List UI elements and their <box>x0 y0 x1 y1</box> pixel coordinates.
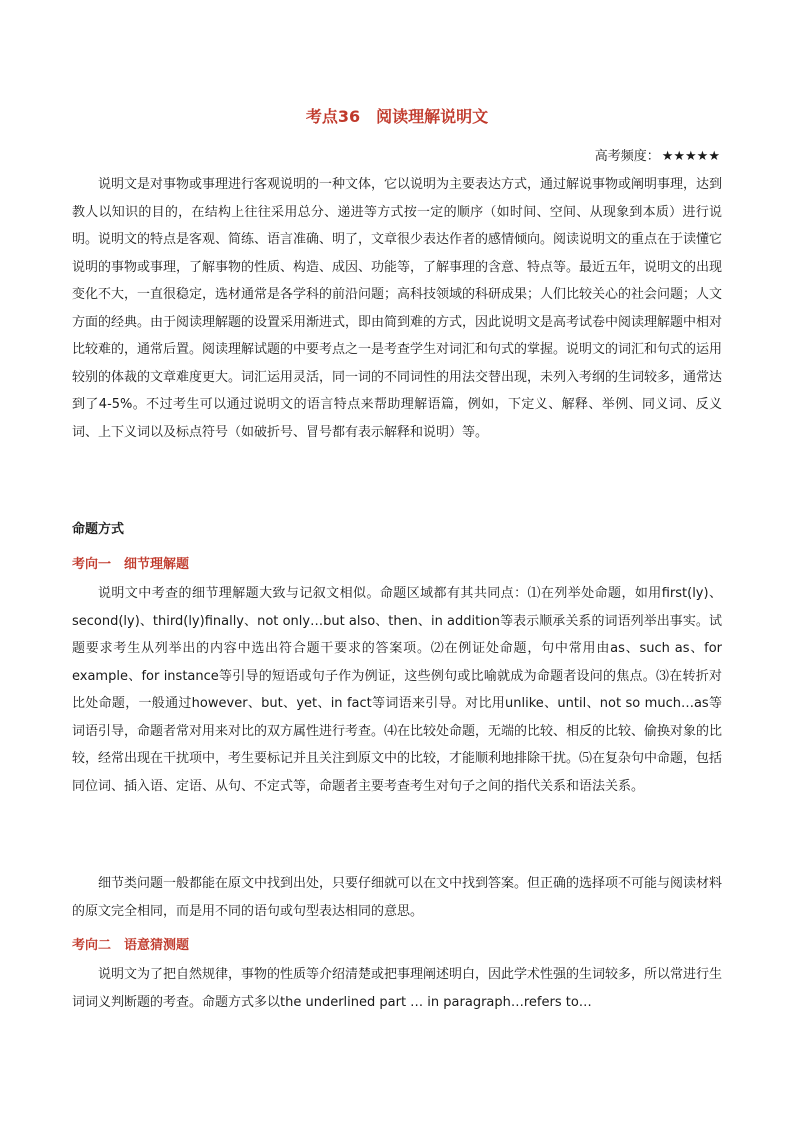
frequency-label: 高考频度： <box>594 149 660 164</box>
page-title: 考点36 阅读理解说明文 <box>305 107 489 126</box>
q1-heading: 考向一 细节理解题 <box>72 557 190 572</box>
q1-paragraph <box>72 580 722 800</box>
q2-paragraph <box>72 961 722 1016</box>
frequency-stars: ★★★★★ <box>661 149 720 164</box>
q2-text: 说明文为了把自然规律，事物的性质等介绍清楚或把事理阐述明白，因此学术性强的生词较多，所以常进行生词词义判断题的考查。命题方式多以the underlined part … in paragraph…refers to… <box>72 967 723 1010</box>
q1-note-paragraph <box>72 870 722 925</box>
exam-frequency <box>595 145 720 164</box>
q1-text: 说明文中考查的细节理解题大致与记叙文相似。命题区域都有其共同点：⑴在列举处命题，如用first(ly)、second(ly)、third(ly)finally、not only…but also、then、in addition等表示顺承关系的词语列举出事实。试题要求考生从列举出的内容中选出符合题干要求的答案项。⑵在例证处命题，句中常用由as、such as、for example、for instance等引导的短语或句子作为例证，这些例句或比喻就成为命题者设问的焦点。⑶在转折对比处命题，一般通过however、but、yet、in fact等词语来引导。对比用unlike、until、not so much…as等词语引导，命题者常对用来对比的双方属性进行考查。⑷在比较处命题，无端的比较、相反的比较、偷换对象的比较，经常出现在干扰项中，考生要标记并且关注到原文中的比较，才能顺利地排除干扰。⑸在复杂句中命题，包括同位词、插入语、定语、从句、不定式等，命题者主要考查考生对句子之间的指代关系和语法关系。 <box>72 586 723 794</box>
intro-text: 说明文是对事物或事理进行客观说明的一种文体，它以说明为主要表达方式，通过解说事物或阐明事理，达到教人以知识的目的，在结构上往往采用总分、递进等方式按一定的顺序（如时间、空间、从现象到本质）进行说明。说明文的特点是客观、简练、语言准确、明了，文章很少表达作者的感情倾向。阅读说明文的重点在于读懂它说明的事物或事理，了解事物的性质、构造、成因、功能等，了解事理的含意、特点等。最近五年，说明文的出现变化不大，一直很稳定，选材通常是各学科的前沿问题；高科技领域的科研成果；人们比较关心的社会问题；人文方面的经典。由于阅读理解题的设置采用渐进式，即由简到难的方式，因此说明文是高考试卷中阅读理解题中相对比较难的，通常后置。阅读理解试题的中要考点之一是考查学生对词汇和句式的掌握。说明文的词汇和句式的运用较别的体裁的文章难度更大。词汇运用灵活，同一词的不同词性的用法交替出现，未列入考纲的生词较多，通常达到了4-5%。不过考生可以通过说明文的语言特点来帮助理解语篇，例如，下定义、解释、举例、同义词、反义词、上下义词以及标点符号（如破折号、冒号都有表示解释和说明）等。 <box>72 177 723 440</box>
q1-note: 细节类问题一般都能在原文中找到出处，只要仔细就可以在文中找到答案。但正确的选择项不可能与阅读材料的原文完全相同，而是用不同的语句或句型表达相同的意思。 <box>72 876 723 919</box>
intro-paragraph <box>72 171 722 446</box>
q2-heading: 考向二 语意猜测题 <box>72 938 190 953</box>
section-heading: 命题方式 <box>72 522 125 537</box>
